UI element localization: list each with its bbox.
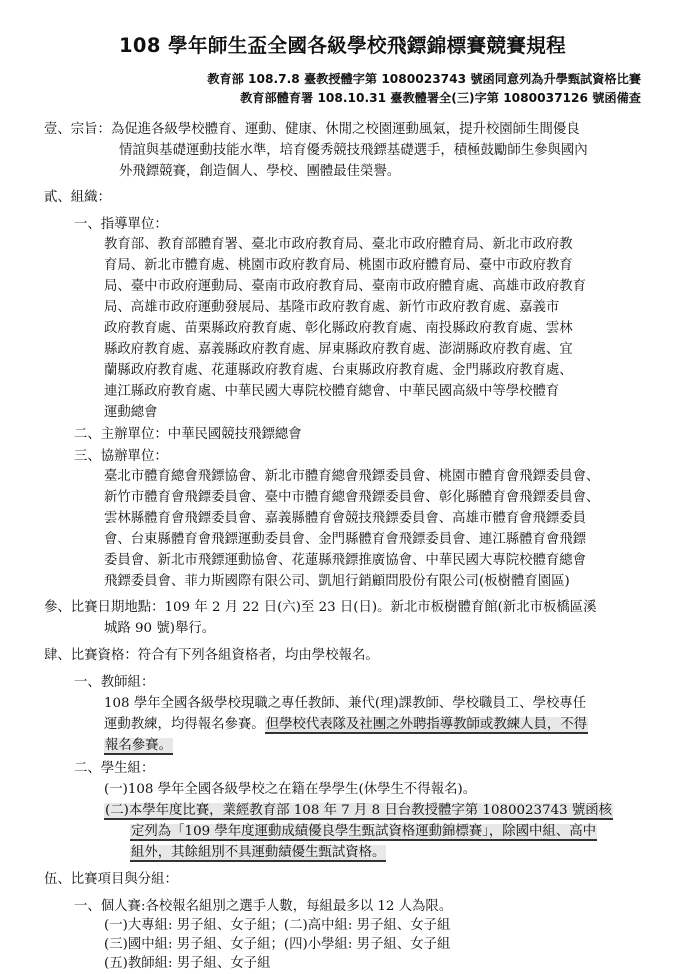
supervisor-line: 政府教育處、苗栗縣政府教育處、彰化縣政府教育處、南投縣政府教育處、雲林 xyxy=(104,321,573,336)
supervisor-heading: 一、指導單位： xyxy=(74,217,168,232)
purpose-line-3: 外飛鏢競賽，創造個人、學校、團體最佳榮譽。 xyxy=(119,164,401,179)
events-heading: 伍、比賽項目與分組： xyxy=(44,872,178,887)
individual-group-line: (一)大專組: 男子組、女子組；(二)高中組: 男子組、女子組 xyxy=(104,918,451,933)
co-organizer-line: 會、台東縣體育會飛鏢運動委員會、金門縣體育會飛鏢委員會、連江縣體育會飛鏢 xyxy=(104,532,587,547)
student-heading: 二、學生組： xyxy=(74,761,155,776)
student-item-1: (一)108 學年全國各級學校之在籍在學學生(休學生不得報名)。 xyxy=(104,782,477,797)
co-organizer-heading: 三、協辦單位： xyxy=(74,449,168,464)
co-organizer-line: 臺北市體育總會飛鏢協會、新北市體育總會飛鏢委員會、桃園市體育會飛鏢委員會、 xyxy=(104,469,600,484)
approval-line-2: 教育部體育署 108.10.31 臺教體署全(三)字第 1080037126 號函備查 xyxy=(240,91,641,105)
individual-group-line: (三)國中組: 男子組、女子組；(四)小學組: 男子組、女子組 xyxy=(104,937,451,952)
supervisor-line: 局、臺中市政府運動局、臺南市政府教育局、臺南市政府體育處、高雄市政府教育 xyxy=(104,279,587,294)
co-organizer-line: 新竹市體育會飛鏢委員會、臺中市體育總會飛鏢委員會、彰化縣體育會飛鏢委員會、 xyxy=(104,490,600,505)
approval-line-1: 教育部 108.7.8 臺教授體字第 1080023743 號函同意列為升學甄試資格比賽 xyxy=(207,72,641,86)
teacher-line-2-text: 運動教練，均得報名參賽。 xyxy=(104,717,265,732)
student-item-2-line-3 xyxy=(130,843,386,863)
teacher-line-3 xyxy=(104,736,173,756)
supervisor-line: 縣政府教育處、嘉義縣政府教育處、屏東縣政府教育處、澎湖縣政府教育處、宜 xyxy=(104,342,573,357)
teacher-highlight-2: 報名參賽。 xyxy=(105,738,172,753)
student-item-2-line-2 xyxy=(130,822,597,842)
co-organizer-line: 雲林縣體育會飛鏢委員會、嘉義縣體育會競技飛鏢委員會、高雄市體育會飛鏢委員 xyxy=(104,511,587,526)
supervisor-line: 教育部、教育部體育署、臺北市政府教育局、臺北市政府體育局、新北市政府教 xyxy=(104,237,573,252)
teacher-heading: 一、教師組： xyxy=(74,675,155,690)
supervisor-line: 連江縣政府教育處、中華民國大專院校體育總會、中華民國高級中等學校體育 xyxy=(104,384,560,399)
student-highlight: (二)本學年度比賽，業經教育部 108 年 7 月 8 日台教授體字第 1080023743 號函核 xyxy=(105,803,613,818)
supervisor-line: 育局、新北市體育處、桃園市政府教育局、桃園市政府體育局、臺中市政府教育 xyxy=(104,258,573,273)
organization-heading: 貳、組織： xyxy=(44,190,111,205)
supervisor-line: 局、高雄市政府運動發展局、基隆市政府教育處、新竹市政府教育處、嘉義市 xyxy=(104,300,560,315)
supervisor-line: 蘭縣政府教育處、花蓮縣政府教育處、台東縣政府教育處、金門縣政府教育處、 xyxy=(104,363,573,378)
teacher-line-2 xyxy=(104,715,588,735)
student-highlight: 組外，其餘組別不具運動績優生甄試資格。 xyxy=(131,845,386,860)
purpose-line-2: 情誼與基礎運動技能水準，培育優秀競技飛鏢基礎選手，積極鼓勵師生參與國內 xyxy=(119,143,588,158)
date-line-1: 參、比賽日期地點：109 年 2 月 22 日(六)至 23 日(日)。新北市板樹體育館(新北市板橋區溪 xyxy=(44,600,597,615)
supervisor-line: 運動總會 xyxy=(104,405,158,420)
organizer-line: 二、主辦單位：中華民國競技飛鏢總會 xyxy=(74,427,302,442)
date-line-2: 城路 90 號)舉行。 xyxy=(104,621,216,636)
co-organizer-line: 飛鏢委員會、菲力斯國際有限公司、凱旭行銷顧問股份有限公司(板樹體育園區) xyxy=(104,574,570,589)
document-title: 108 學年師生盃全國各級學校飛鏢錦標賽競賽規程 xyxy=(118,34,567,57)
co-organizer-line: 委員會、新北市飛鏢運動協會、花蓮縣飛鏢推廣協會、中華民國大專院校體育總會 xyxy=(104,553,587,568)
eligibility-heading: 肆、比賽資格：符合有下列各組資格者，均由學校報名。 xyxy=(44,648,379,663)
purpose-line-1: 壹、宗旨：為促進各級學校體育、運動、健康、休閒之校園運動風氣，提升校園師生間優良 xyxy=(44,122,580,137)
teacher-line-1: 108 學年全國各級學校現職之專任教師、兼代(理)課教師、學校職員工、學校專任 xyxy=(104,696,587,711)
individual-heading: 一、個人賽:各校報名組別之選手人數，每組最多以 12 人為限。 xyxy=(74,899,453,914)
teacher-highlight-1: 但學校代表隊及社團之外聘指導教師或教練人員，不得 xyxy=(265,717,588,732)
individual-group-line: (五)教師組: 男子組、女子組 xyxy=(104,956,271,971)
student-highlight: 定列為「109 學年度運動成績優良學生甄試資格運動錦標賽」，除國中組、高中 xyxy=(131,824,597,839)
student-item-2-line-1 xyxy=(104,801,613,821)
